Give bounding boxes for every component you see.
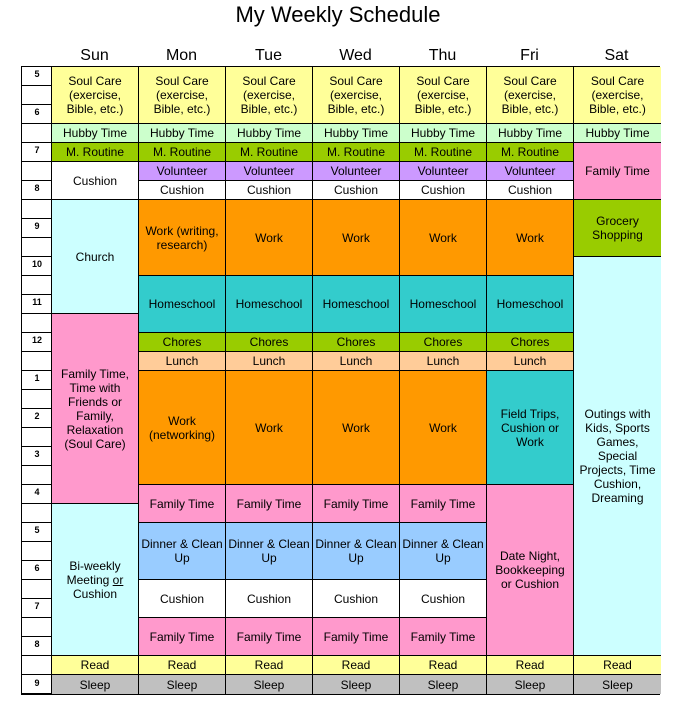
block-label: Date Night, Bookkeeping or Cushion [495, 549, 565, 591]
block-label: Family Time [323, 629, 389, 644]
block-label: Family Time, Time with Friends or Family, Relaxation (Soul Care) [60, 366, 129, 451]
block-label: Cushion [333, 591, 379, 606]
block-label: Volunteer [504, 164, 556, 178]
schedule-block [226, 162, 313, 181]
schedule-block [226, 143, 313, 162]
schedule-block [574, 143, 661, 200]
block-label: Grocery Shopping [592, 214, 643, 242]
schedule-block [313, 371, 400, 485]
hour-label: 11 [32, 297, 42, 307]
hour-label: 10 [31, 259, 42, 269]
block-label: Bi-weekly Meeting or Cushion [66, 558, 124, 601]
block-label: Lunch [339, 354, 373, 368]
day-header-mon: Mon [165, 47, 198, 64]
block-label: M. Routine [413, 145, 473, 159]
block-label: Soul Care (exercise, Bible, etc.) [501, 74, 559, 116]
block-label: Family Time [585, 164, 650, 178]
schedule-block [226, 485, 313, 523]
block-label: Dinner & Clean Up [402, 537, 484, 565]
schedule-block [400, 485, 487, 523]
block-label: Family Time [236, 496, 302, 511]
schedule-block [313, 124, 400, 143]
schedule-block [574, 656, 661, 675]
schedule-block [226, 200, 313, 276]
schedule-block [400, 162, 487, 181]
block-label: Volunteer [417, 164, 469, 178]
block-label: Cushion [72, 173, 118, 188]
schedule-block [400, 276, 487, 333]
block-label: Work [342, 230, 370, 245]
block-label: Dinner & Clean Up [228, 537, 310, 565]
schedule-block [226, 124, 313, 143]
schedule-block [313, 181, 400, 200]
block-label: Lunch [513, 354, 547, 368]
time-slot [22, 238, 52, 257]
block-label: Read [80, 658, 110, 672]
block-label: Hubby Time [149, 126, 215, 140]
hour-label: 6 [34, 563, 40, 573]
schedule-block [226, 656, 313, 675]
block-label: Field Trips, Cushion or Work [500, 406, 560, 449]
schedule-block [139, 371, 226, 485]
day-header-wed: Wed [339, 47, 372, 64]
block-label: Sleep [253, 677, 285, 692]
schedule-block [226, 276, 313, 333]
block-label: Family Time [236, 629, 302, 644]
schedule-block [52, 124, 139, 143]
schedule-block [313, 67, 400, 124]
block-label: Homeschool [148, 297, 216, 311]
block-label: Sleep [427, 677, 459, 692]
day-header-sat: Sat [604, 47, 629, 64]
schedule-block [52, 314, 139, 504]
block-label: M. Routine [239, 145, 299, 159]
time-slot [22, 162, 52, 181]
day-header-thu: Thu [428, 47, 457, 64]
hour-label: 1 [34, 373, 40, 383]
block-label: Family Time [410, 496, 476, 511]
block-label: Lunch [252, 354, 286, 368]
time-slot [22, 314, 52, 333]
schedule-block [139, 162, 226, 181]
block-label: Hubby Time [323, 126, 389, 140]
block-label: Homeschool [322, 297, 390, 311]
block-label: Chores [249, 335, 289, 349]
block-label: Read [341, 658, 371, 672]
block-label: Cushion [420, 183, 466, 197]
time-slot [22, 580, 52, 599]
schedule-block [313, 485, 400, 523]
schedule-block [313, 580, 400, 618]
hour-label: 3 [34, 449, 40, 459]
schedule-block [226, 618, 313, 656]
schedule-block [52, 504, 139, 656]
block-label: Read [428, 658, 458, 672]
schedule-block [226, 371, 313, 485]
block-label: Cushion [333, 183, 379, 197]
block-label: Work [429, 420, 457, 435]
block-label: Chores [336, 335, 376, 349]
time-slot [22, 276, 52, 295]
block-label: Sleep [340, 677, 372, 692]
schedule-block [139, 656, 226, 675]
hour-label: 4 [34, 487, 40, 497]
block-label: M. Routine [152, 145, 212, 159]
schedule-block [487, 675, 574, 694]
schedule-block [226, 352, 313, 371]
block-label: Cushion [159, 183, 205, 197]
hour-label: 12 [31, 335, 42, 345]
block-label: Chores [162, 335, 202, 349]
schedule-block [487, 143, 574, 162]
schedule-block [574, 257, 661, 656]
schedule-block [139, 352, 226, 371]
schedule-block [400, 200, 487, 276]
block-label: Read [254, 658, 284, 672]
block-label: Hubby Time [497, 126, 563, 140]
block-label: Family Time [410, 629, 476, 644]
schedule-block [139, 675, 226, 694]
schedule-block [139, 200, 226, 276]
block-label: Work [516, 230, 544, 245]
time-slot [22, 428, 52, 447]
schedule-block [574, 67, 661, 124]
block-label: Family Time [149, 496, 215, 511]
block-label: Hubby Time [585, 126, 650, 140]
schedule-block [313, 200, 400, 276]
schedule-block [52, 162, 139, 200]
schedule-block [313, 143, 400, 162]
block-label: Volunteer [330, 164, 382, 178]
block-label: Homeschool [496, 297, 564, 311]
time-slot [22, 352, 52, 371]
block-label: Sleep [514, 677, 546, 692]
schedule-block [400, 371, 487, 485]
time-slot [22, 656, 52, 675]
schedule-grid [21, 66, 660, 695]
schedule-block [487, 333, 574, 352]
schedule-block [400, 67, 487, 124]
block-label: Cushion [246, 183, 292, 197]
hour-label: 9 [34, 678, 40, 688]
block-label: Hubby Time [410, 126, 476, 140]
schedule-block [139, 276, 226, 333]
block-label: Cushion [507, 183, 553, 197]
schedule-block [487, 181, 574, 200]
schedule-block [226, 580, 313, 618]
schedule-block [313, 162, 400, 181]
time-slot [22, 618, 52, 637]
schedule-block [487, 485, 574, 656]
schedule-block [226, 181, 313, 200]
block-label: Soul Care (exercise, Bible, etc.) [327, 74, 385, 116]
block-label: Work [255, 230, 283, 245]
schedule-block [400, 675, 487, 694]
block-label: Work (writing, research) [145, 223, 219, 252]
block-label: Family Time [149, 629, 215, 644]
schedule-block [400, 580, 487, 618]
block-label: M. Routine [326, 145, 386, 159]
schedule-block [487, 124, 574, 143]
schedule-block [313, 523, 400, 580]
schedule-block [313, 352, 400, 371]
block-label: Soul Care (exercise, Bible, etc.) [153, 74, 211, 116]
block-label: Dinner & Clean Up [315, 537, 397, 565]
schedule-block [487, 67, 574, 124]
block-label: Dinner & Clean Up [141, 537, 223, 565]
schedule-block [313, 276, 400, 333]
schedule-block [400, 656, 487, 675]
block-label: Read [603, 658, 632, 672]
schedule-block [139, 124, 226, 143]
schedule-block [52, 675, 139, 694]
schedule-block [487, 352, 574, 371]
schedule-block [139, 67, 226, 124]
block-label: Sleep [166, 677, 198, 692]
time-slot [22, 466, 52, 485]
schedule-block [400, 618, 487, 656]
block-label: Soul Care (exercise, Bible, etc.) [589, 74, 646, 116]
block-label: Cushion [159, 591, 205, 606]
schedule-block [226, 67, 313, 124]
block-label: Volunteer [156, 164, 208, 178]
schedule-block [400, 333, 487, 352]
block-label: Soul Care (exercise, Bible, etc.) [66, 74, 124, 116]
day-header-row [0, 47, 676, 67]
schedule-block [487, 276, 574, 333]
schedule-block [226, 333, 313, 352]
schedule-block [487, 200, 574, 276]
schedule-block [139, 523, 226, 580]
schedule-block [139, 181, 226, 200]
time-slot [22, 86, 52, 105]
schedule-block [487, 371, 574, 485]
hour-label: 8 [34, 639, 40, 649]
time-slot [22, 200, 52, 219]
hour-label: 6 [34, 107, 40, 117]
hour-label: 8 [34, 183, 40, 193]
block-label: Work [255, 420, 283, 435]
block-label: Read [167, 658, 197, 672]
schedule-block [400, 181, 487, 200]
schedule-block [574, 675, 661, 694]
schedule-block [52, 67, 139, 124]
schedule-block [52, 143, 139, 162]
block-label: M. Routine [500, 145, 560, 159]
schedule-block [574, 200, 661, 257]
schedule-block [400, 352, 487, 371]
day-header-sun: Sun [80, 47, 109, 64]
block-label: Hubby Time [236, 126, 302, 140]
block-label: Cushion [420, 591, 466, 606]
hour-label: 7 [34, 145, 40, 155]
block-label: Soul Care (exercise, Bible, etc.) [240, 74, 298, 116]
schedule-block [139, 580, 226, 618]
hour-label: 5 [34, 525, 40, 535]
block-label: Hubby Time [62, 126, 128, 140]
block-label: Soul Care (exercise, Bible, etc.) [414, 74, 472, 116]
block-label: Lunch [426, 354, 460, 368]
block-label: Lunch [165, 354, 199, 368]
block-label: Homeschool [235, 297, 303, 311]
block-label: Work (networking) [148, 413, 216, 442]
block-label: Sleep [79, 677, 111, 692]
schedule-block [313, 675, 400, 694]
hour-label: 2 [34, 411, 40, 421]
schedule-block [52, 656, 139, 675]
time-slot [22, 504, 52, 523]
time-slot [22, 390, 52, 409]
schedule-block [400, 523, 487, 580]
schedule-block [139, 485, 226, 523]
block-label: Church [75, 249, 115, 264]
schedule-block [139, 143, 226, 162]
time-slot [22, 542, 52, 561]
block-label: Volunteer [243, 164, 295, 178]
schedule-block [52, 200, 139, 314]
block-label: Work [342, 420, 370, 435]
schedule-block [313, 333, 400, 352]
schedule-block [226, 523, 313, 580]
day-header-fri: Fri [520, 47, 539, 64]
schedule-block [574, 124, 661, 143]
block-label: M. Routine [65, 145, 125, 159]
schedule-block [139, 618, 226, 656]
block-label: Homeschool [409, 297, 477, 311]
schedule-block [139, 333, 226, 352]
page-title: My Weekly Schedule [235, 2, 441, 27]
block-label: Read [515, 658, 545, 672]
block-label: Outings with Kids, Sports Games, Special Projects, Time Cushion, Dreaming [579, 407, 656, 505]
block-label: Family Time [323, 496, 389, 511]
block-label: Chores [510, 335, 550, 349]
hour-label: 5 [34, 69, 40, 79]
time-slot [22, 124, 52, 143]
schedule-block [487, 656, 574, 675]
schedule-block [313, 656, 400, 675]
block-label: Work [429, 230, 457, 245]
block-label: Chores [423, 335, 463, 349]
schedule-block [400, 143, 487, 162]
block-label: Sleep [602, 677, 633, 692]
schedule-block [226, 675, 313, 694]
block-label: Cushion [246, 591, 292, 606]
hour-label: 9 [34, 221, 40, 231]
schedule-block [400, 124, 487, 143]
schedule-block [313, 618, 400, 656]
schedule-block [487, 162, 574, 181]
hour-label: 7 [34, 601, 40, 611]
day-header-tue: Tue [255, 47, 282, 64]
